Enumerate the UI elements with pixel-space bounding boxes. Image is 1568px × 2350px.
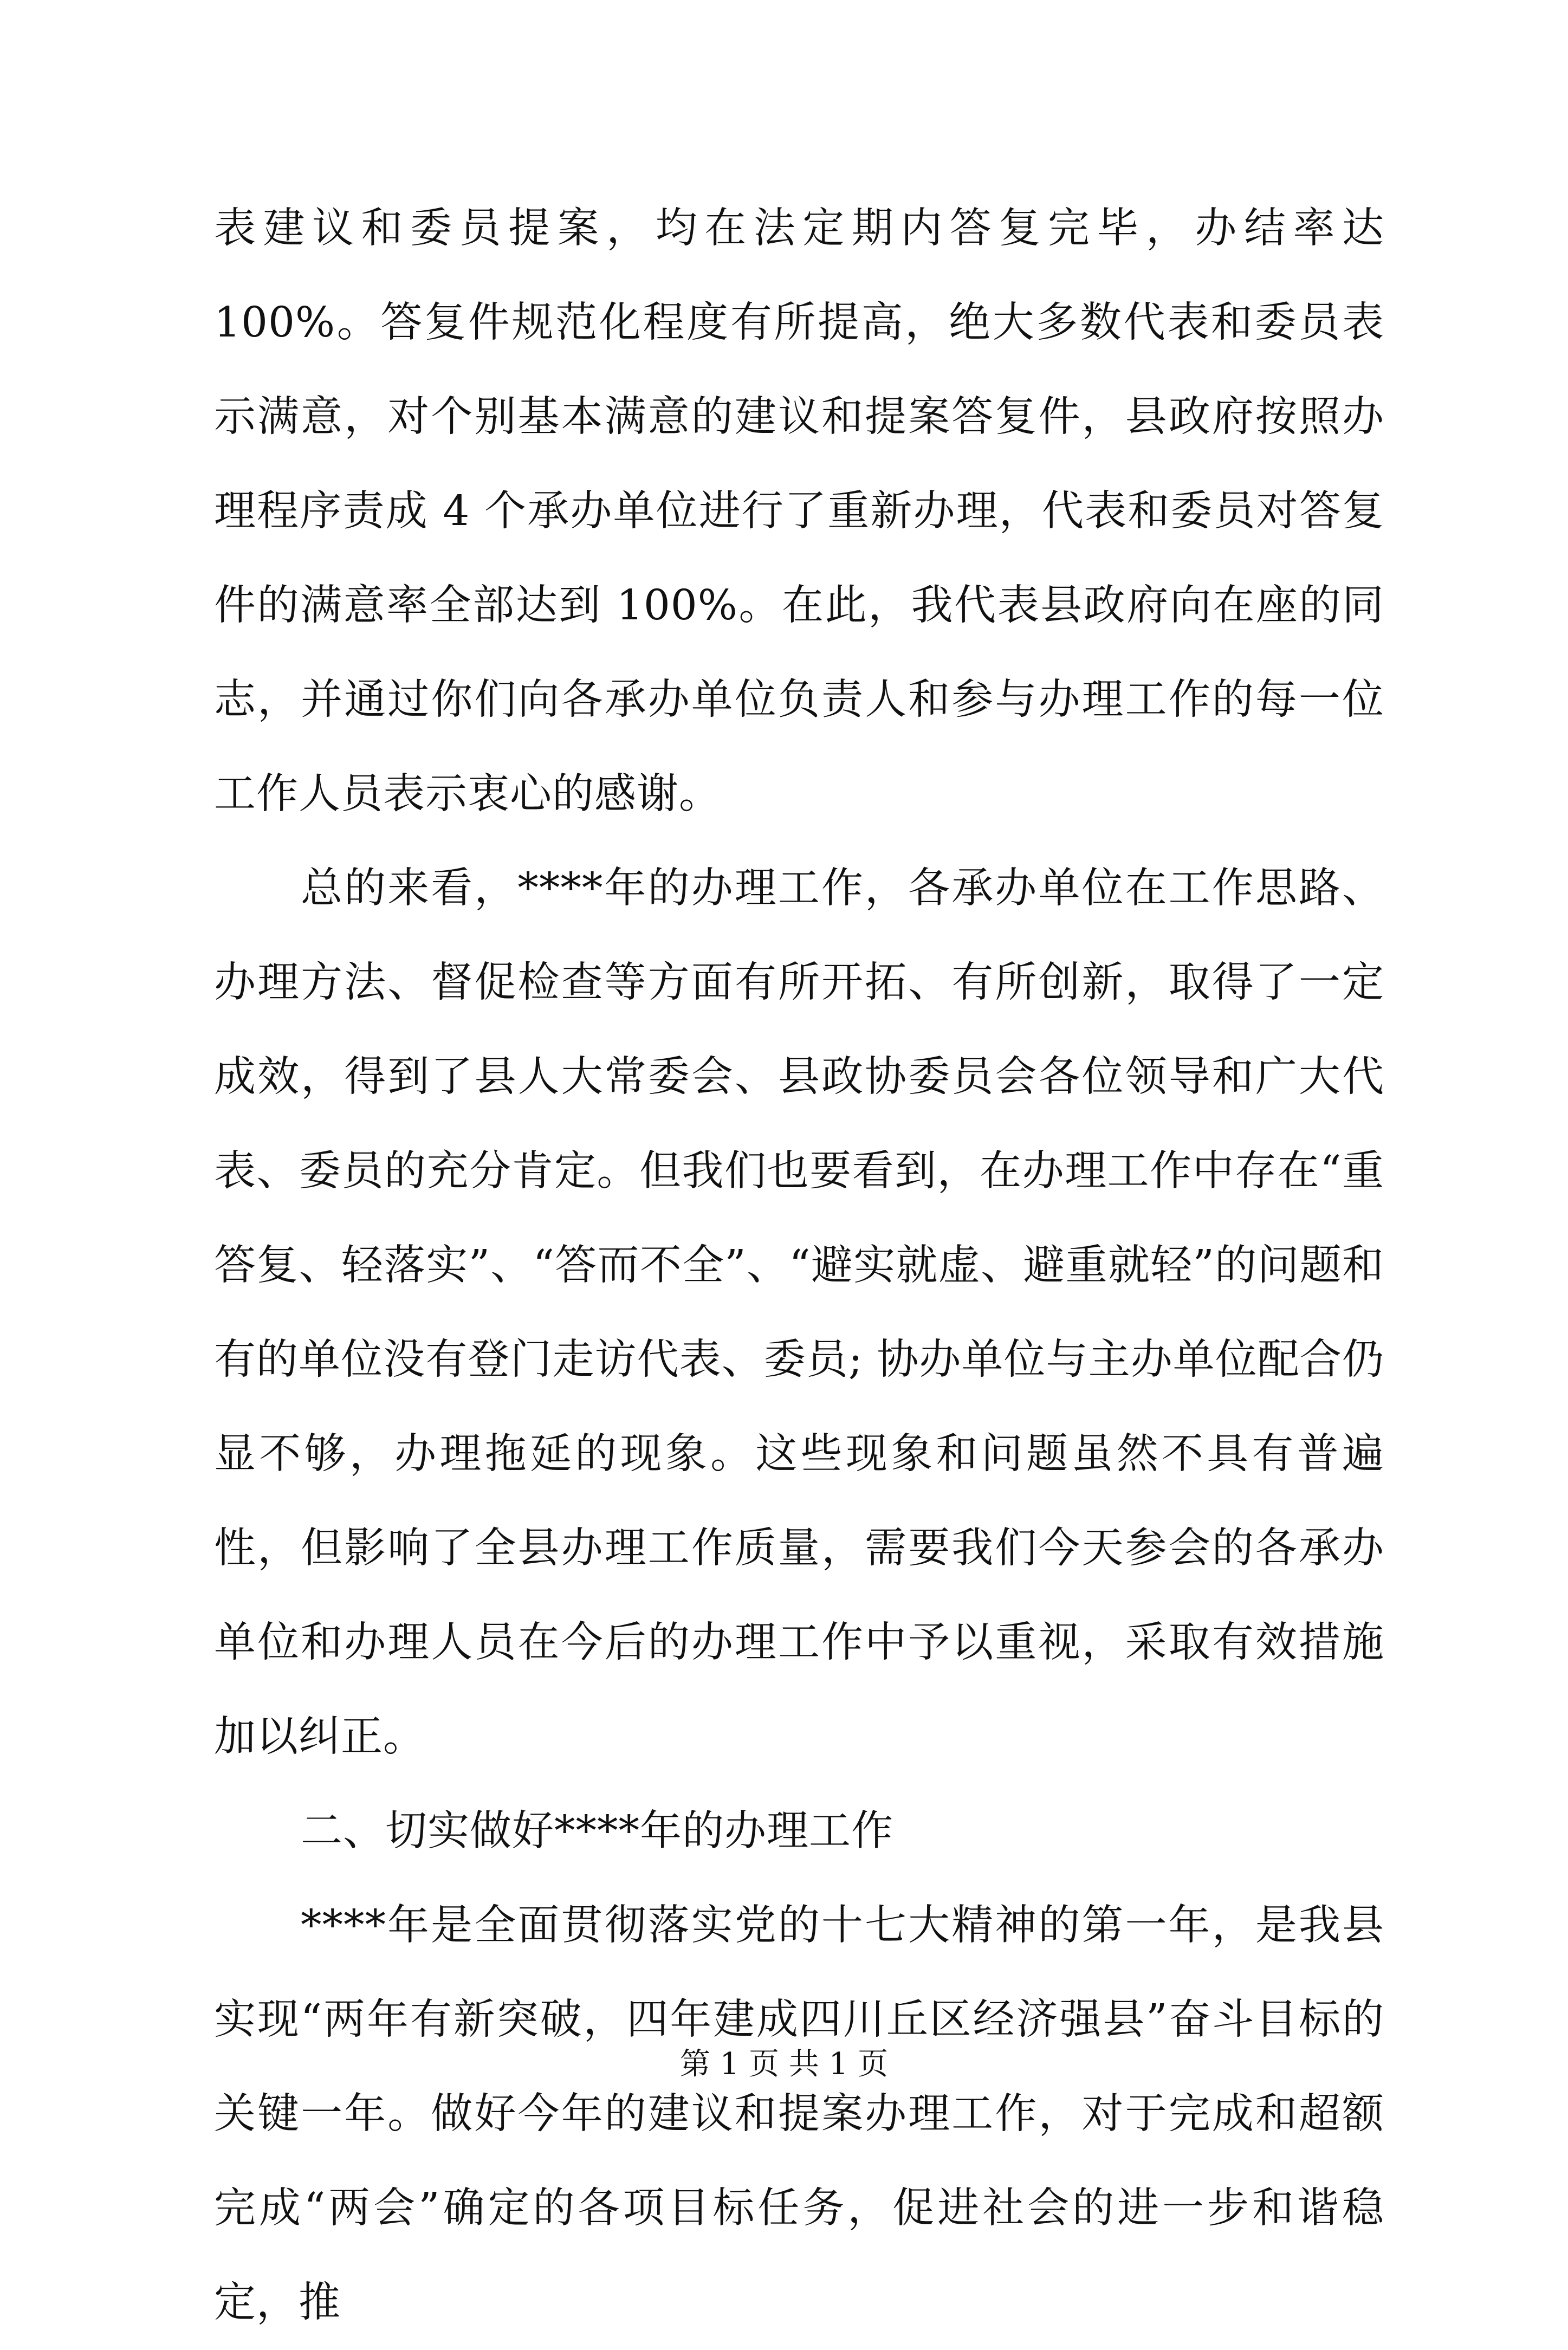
paragraph-summary: 总的来看，****年的办理工作，各承办单位在工作思路、办理方法、督促检查等方面有所开拓、有所创新，取得了一定成效，得到了县人大常委会、县政协委员会各位领导和广大代表、委员的充分肯定。但我们也要看到，在办理工作中存在“重答复、轻落实”、“答而不全”、“避实就虚、避重就轻”的问题和有的单位没有登门走访代表、委员; 协办单位与主办单位配合仍显不够，办理拖延的现象。这些现象和问题虽然不具有普遍性，但影响了全县办理工作质量，需要我们今天参会的各承办单位和办理人员在今后的办理工作中予以重视，采取有效措施加以纠正。 xyxy=(214,864,1384,1761)
page-footer: 第 1 页 共 1 页 xyxy=(679,2047,889,2082)
section-heading: 二、切实做好****年的办理工作 xyxy=(301,1807,893,1855)
paragraph-continued: 表建议和委员提案，均在法定期内答复完毕，办结率达 100%。答复件规范化程度有所提高，绝大多数代表和委员表示满意，对个别基本满意的建议和提案答复件，县政府按照办理程序责成 4 个承办单位进行了重新办理，代表和委员对答复件的满意率全部达到 100%。在此，我代表县政府向在座的同志，并通过你们向各承办单位负责人和参与办理工作的每一位工作人员表示衷心的感谢。 xyxy=(214,204,1384,818)
paragraph-section-two: ****年是全面贯彻落实党的十七大精神的第一年，是我县实现“两年有新突破，四年建成四川丘区经济强县”奋斗目标的关键一年。做好今年的建议和提案办理工作，对于完成和超额完成“两会”确定的各项目标任务，促进社会的进一步和谐稳定，推 xyxy=(214,1901,1384,2327)
document-body xyxy=(214,182,1384,2350)
